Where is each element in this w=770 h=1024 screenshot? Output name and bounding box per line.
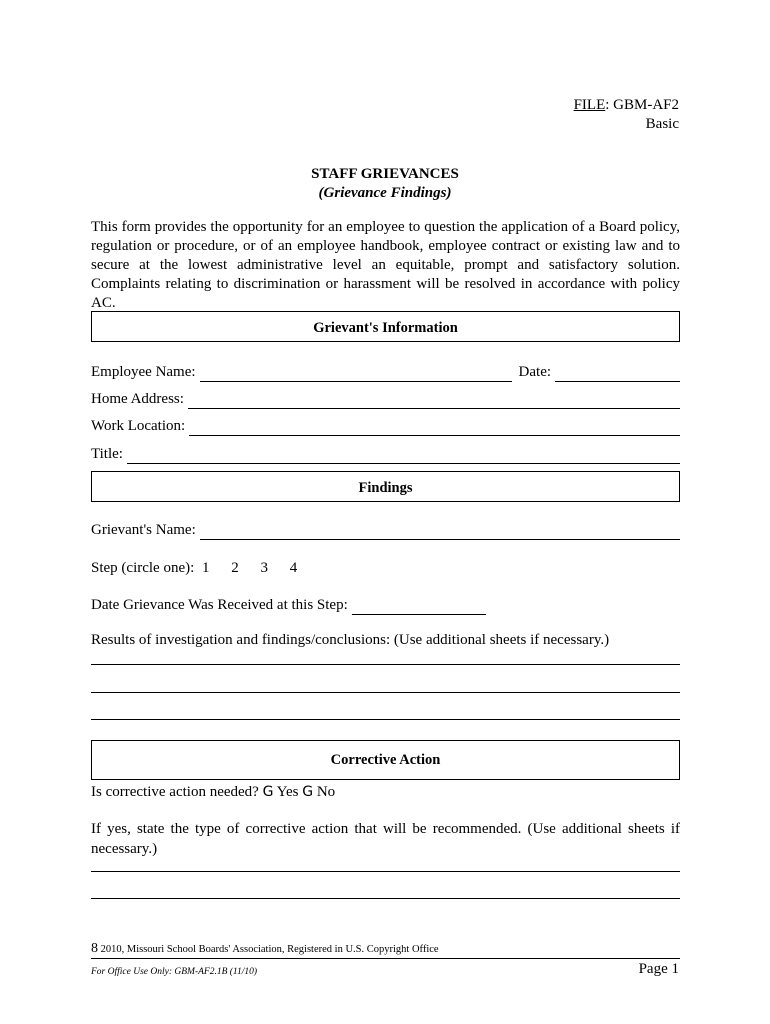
grievant-name-label: Grievant's Name: (91, 522, 196, 538)
results-line-1[interactable] (91, 664, 680, 665)
corrective-question: Is corrective action needed? (91, 784, 259, 800)
no-checkbox[interactable]: G (302, 784, 314, 800)
step-label: Step (circle one): (91, 560, 195, 576)
date-label: Date: (518, 364, 552, 380)
title-label: Title: (91, 446, 123, 462)
corrective-question-row (91, 782, 680, 802)
corrective-line-1[interactable] (91, 871, 680, 872)
step-option-1[interactable]: 1 (202, 560, 210, 576)
title-field[interactable] (127, 448, 680, 464)
work-location-field[interactable] (189, 420, 680, 436)
form-subtitle: (Grievance Findings) (318, 185, 452, 201)
date-received-label: Date Grievance Was Received at this Step: (91, 597, 348, 613)
date-field[interactable] (555, 366, 680, 382)
no-label: No (316, 784, 336, 800)
employee-name-field[interactable] (200, 366, 512, 382)
corrective-if-yes: If yes, state the type of corrective action that will be recommended. (Use additional sheets if necessary.) (91, 821, 680, 857)
results-line-2[interactable] (91, 692, 680, 693)
copyright-text: 2010, Missouri School Boards' Association, Registered in U.S. Copyright Office (98, 944, 439, 955)
section-header-corrective-action: Corrective Action (91, 740, 680, 780)
section-header-grievant-info: Grievant's Information (91, 311, 680, 342)
file-code: : GBM-AF2 (605, 97, 679, 113)
file-reference (574, 95, 679, 115)
copyright-notice (91, 942, 439, 957)
footer-divider (91, 958, 680, 959)
results-line-3[interactable] (91, 719, 680, 720)
grievant-name-field[interactable] (200, 524, 680, 540)
title-row (91, 444, 680, 464)
section-header-findings: Findings (91, 471, 680, 502)
employee-name-label: Employee Name: (91, 364, 196, 380)
page-number: Page 1 (638, 961, 679, 977)
file-type: Basic (645, 116, 679, 132)
file-label: FILE (573, 97, 606, 113)
date-received-row (91, 595, 680, 615)
copyright-symbol: 8 (91, 941, 98, 956)
form-title: STAFF GRIEVANCES (311, 166, 459, 182)
step-option-2[interactable]: 2 (231, 560, 239, 576)
office-use-note: For Office Use Only: GBM-AF2.1B (11/10) (91, 967, 258, 977)
work-location-label: Work Location: (91, 418, 186, 434)
home-address-row (91, 389, 680, 409)
yes-checkbox[interactable]: G (262, 784, 274, 800)
grievant-name-row (91, 520, 680, 540)
corrective-line-2[interactable] (91, 898, 680, 899)
intro-paragraph: This form provides the opportunity for an employee to question the application of a Board policy, regulation or procedure, or of an employee handbook, employee contract or existing law and to secure at the lowest administrative level an equitable, prompt and satisfactory solution. Complaints relating to discrimination or harassment will be resolved in accordance with policy AC. (91, 219, 680, 311)
step-option-3[interactable]: 3 (260, 560, 269, 576)
date-received-field[interactable] (352, 599, 486, 615)
step-row (91, 558, 680, 578)
results-label: Results of investigation and findings/conclusions: (Use additional sheets if necessary.) (91, 632, 610, 648)
work-location-row (91, 416, 680, 436)
step-option-4[interactable]: 4 (289, 560, 298, 576)
home-address-label: Home Address: (91, 391, 184, 407)
employee-name-row (91, 362, 680, 382)
yes-label: Yes (276, 784, 299, 800)
home-address-field[interactable] (188, 393, 680, 409)
